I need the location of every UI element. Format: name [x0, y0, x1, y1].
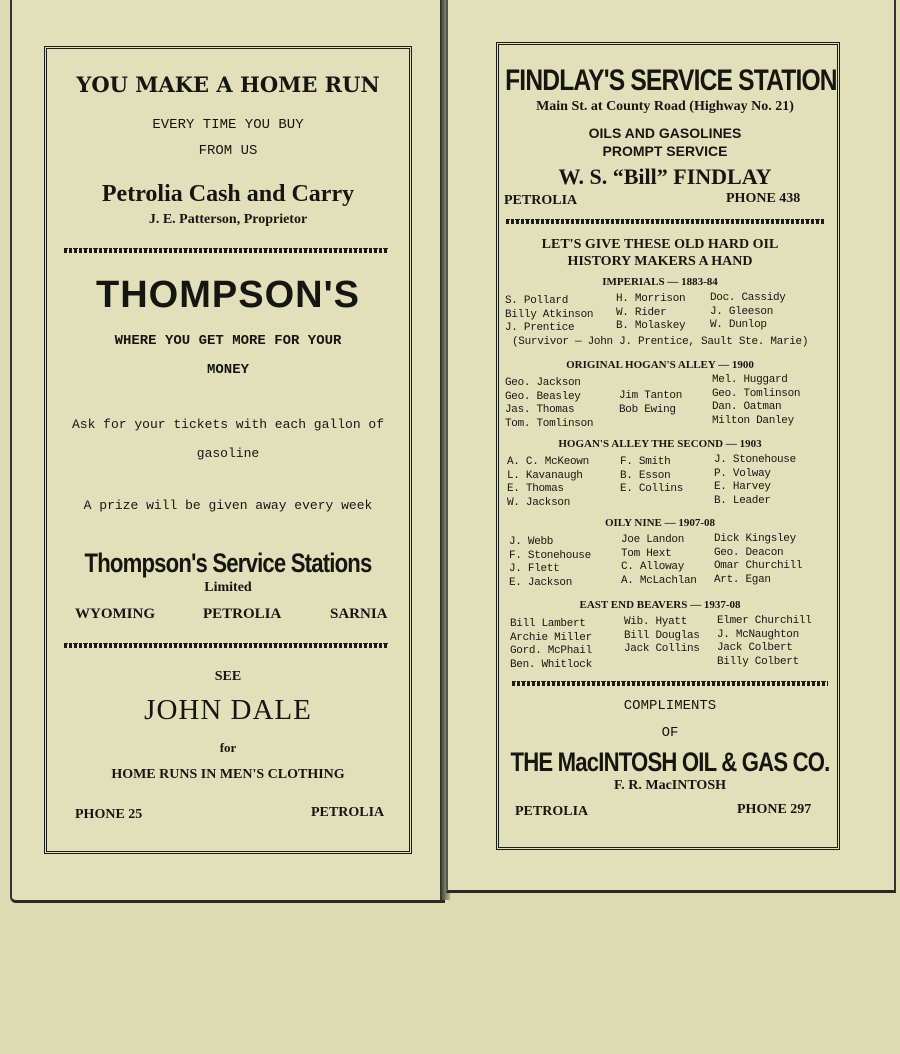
player-name: P. Volway [714, 467, 771, 480]
player-name: E. Jackson [509, 576, 573, 589]
team-title-hogans-alley-second: HOGAN'S ALLEY THE SECOND — 1903 [558, 438, 762, 450]
team-title-east-end-beavers: EAST END BEAVERS — 1937-08 [579, 599, 741, 611]
player-name: J. Webb [509, 536, 554, 548]
player-name: Geo. Jackson [505, 377, 581, 389]
player-name: J. Gleeson [710, 305, 774, 318]
player-name: A. C. McKeown [507, 456, 589, 468]
player-name: Art. Egan [714, 573, 771, 586]
thompsons-company: Thompson's Service Stations [84, 548, 372, 578]
player-name: Bill Douglas [624, 629, 700, 642]
john-dale-phone: PHONE 25 [75, 807, 143, 822]
team-column [509, 536, 591, 590]
divider [512, 681, 828, 686]
player-name: Dan. Oatman [712, 401, 782, 413]
town-sarnia: SARNIA [330, 606, 388, 622]
proprietor-line: J. E. Patterson, Proprietor [148, 212, 308, 227]
team-column [714, 533, 802, 587]
findlay-phone: PHONE 438 [726, 191, 801, 206]
thompsons-headline: THOMPSON'S [96, 274, 360, 316]
see-label: SEE [214, 669, 242, 684]
survivor-note: (Survivor — John J. Prentice, Sault Ste. Marie) [512, 336, 809, 348]
player-name: Mel. Huggard [712, 374, 788, 386]
team-column [505, 295, 593, 336]
player-name: J. Flett [509, 563, 560, 575]
player-name: Archie Miller [510, 631, 592, 644]
player-name: Milton Danley [712, 414, 794, 427]
thompsons-prize: A prize will be given away every week [83, 498, 373, 513]
player-name: Doc. Cassidy [710, 292, 786, 304]
divider [506, 219, 824, 224]
player-name: J. Stonehouse [714, 454, 796, 466]
thompsons-tagline1: WHERE YOU GET MORE FOR YOUR [114, 333, 342, 349]
player-name: Ben. Whitlock [510, 658, 592, 671]
player-name: F. Stonehouse [509, 549, 591, 562]
player-name: E. Collins [620, 483, 684, 495]
player-name: E. Harvey [714, 481, 771, 493]
player-name: W. Jackson [507, 496, 571, 509]
divider [64, 248, 388, 253]
player-name: B. Leader [714, 494, 771, 507]
of-label: OF [661, 725, 679, 741]
player-name: Omar Churchill [714, 560, 803, 572]
player-name: E. Thomas [507, 483, 564, 495]
team-title-oily-nine: OILY NINE — 1907-08 [604, 517, 716, 529]
findlay-line2: PROMPT SERVICE [602, 143, 728, 159]
player-name: Elmer Churchill [717, 615, 812, 627]
homerun-line1: EVERY TIME YOU BUY [152, 117, 304, 133]
team-column [505, 377, 593, 431]
player-name: Jim Tanton [619, 390, 683, 402]
team-title-imperials: IMPERIALS — 1883-84 [602, 276, 718, 288]
player-name: C. Alloway [621, 561, 685, 573]
findlay-town: PETROLIA [504, 193, 578, 208]
history-heading1: LET'S GIVE THESE OLD HARD OIL [541, 237, 779, 252]
findlay-line1: OILS AND GASOLINES [588, 125, 742, 141]
team-column [507, 456, 589, 510]
town-petrolia: PETROLIA [203, 606, 282, 622]
player-name: Geo. Beasley [505, 390, 581, 403]
team-column [714, 454, 796, 508]
team-column [621, 534, 697, 588]
player-name: B. Esson [620, 469, 671, 482]
macintosh-company: THE MacINTOSH OIL & GAS CO. [510, 747, 830, 777]
macintosh-phone: PHONE 297 [737, 802, 812, 817]
john-dale-town: PETROLIA [311, 805, 385, 820]
player-name: Tom. Tomlinson [505, 417, 594, 430]
macintosh-town: PETROLIA [515, 804, 589, 819]
player-name: Joe Landon [621, 534, 685, 546]
player-name: Geo. Deacon [714, 546, 784, 559]
team-column [510, 618, 592, 672]
player-name: Tom Hext [621, 547, 672, 560]
player-name: S. Pollard [505, 295, 569, 307]
compliments-label: COMPLIMENTS [623, 698, 717, 714]
thompsons-tickets1: Ask for your tickets with each gallon of [71, 417, 385, 432]
player-name: J. Prentice [505, 322, 575, 334]
team-column [624, 616, 700, 657]
player-name: Jack Collins [624, 643, 700, 655]
player-name: W. Rider [616, 306, 667, 319]
team-column [616, 293, 685, 334]
player-name: B. Molaskey [616, 320, 686, 332]
player-name: Billy Atkinson [505, 308, 594, 321]
team-column [619, 390, 682, 417]
findlay-owner: W. S. “Bill” FINDLAY [558, 164, 772, 189]
player-name: A. McLachlan [621, 574, 697, 587]
team-column [717, 615, 812, 669]
history-heading2: HISTORY MAKERS A HAND [567, 254, 753, 269]
player-name: Billy Colbert [717, 655, 799, 668]
thompsons-tagline2: MONEY [206, 362, 249, 378]
player-name: Gord. McPhail [510, 645, 592, 657]
john-dale-name: JOHN DALE [144, 694, 312, 726]
player-name: Dick Kingsley [714, 533, 796, 545]
player-name: J. McNaughton [717, 628, 799, 641]
cash-and-carry-name: Petrolia Cash and Carry [101, 181, 355, 207]
thompsons-tickets2: gasoline [196, 446, 260, 461]
findlay-headline: FINDLAY'S SERVICE STATION [505, 64, 837, 97]
team-column [620, 456, 683, 497]
player-name: L. Kavanaugh [507, 469, 583, 482]
team-column [710, 292, 786, 333]
thompsons-limited: Limited [204, 580, 252, 595]
team-title-original-hogans-alley: ORIGINAL HOGAN'S ALLEY — 1900 [566, 359, 754, 371]
team-column [712, 374, 800, 428]
findlay-address: Main St. at County Road (Highway No. 21) [536, 99, 794, 114]
town-wyoming: WYOMING [75, 606, 155, 622]
player-name: Geo. Tomlinson [712, 387, 801, 400]
player-name: Bob Ewing [619, 403, 676, 416]
player-name: W. Dunlop [710, 319, 767, 331]
player-name: Bill Lambert [510, 618, 586, 630]
divider [64, 643, 388, 648]
player-name: Wib. Hyatt [624, 616, 688, 628]
macintosh-person: F. R. MacINTOSH [613, 778, 726, 793]
player-name: Jas. Thomas [505, 404, 575, 416]
homerun-headline: YOU MAKE A HOME RUN [76, 72, 380, 97]
player-name: Jack Colbert [717, 642, 793, 654]
john-dale-tagline: HOME RUNS IN MEN'S CLOTHING [111, 767, 345, 782]
player-name: H. Morrison [616, 293, 686, 305]
for-label: for [219, 740, 237, 755]
homerun-line2: FROM US [198, 143, 258, 159]
player-name: F. Smith [620, 456, 671, 468]
